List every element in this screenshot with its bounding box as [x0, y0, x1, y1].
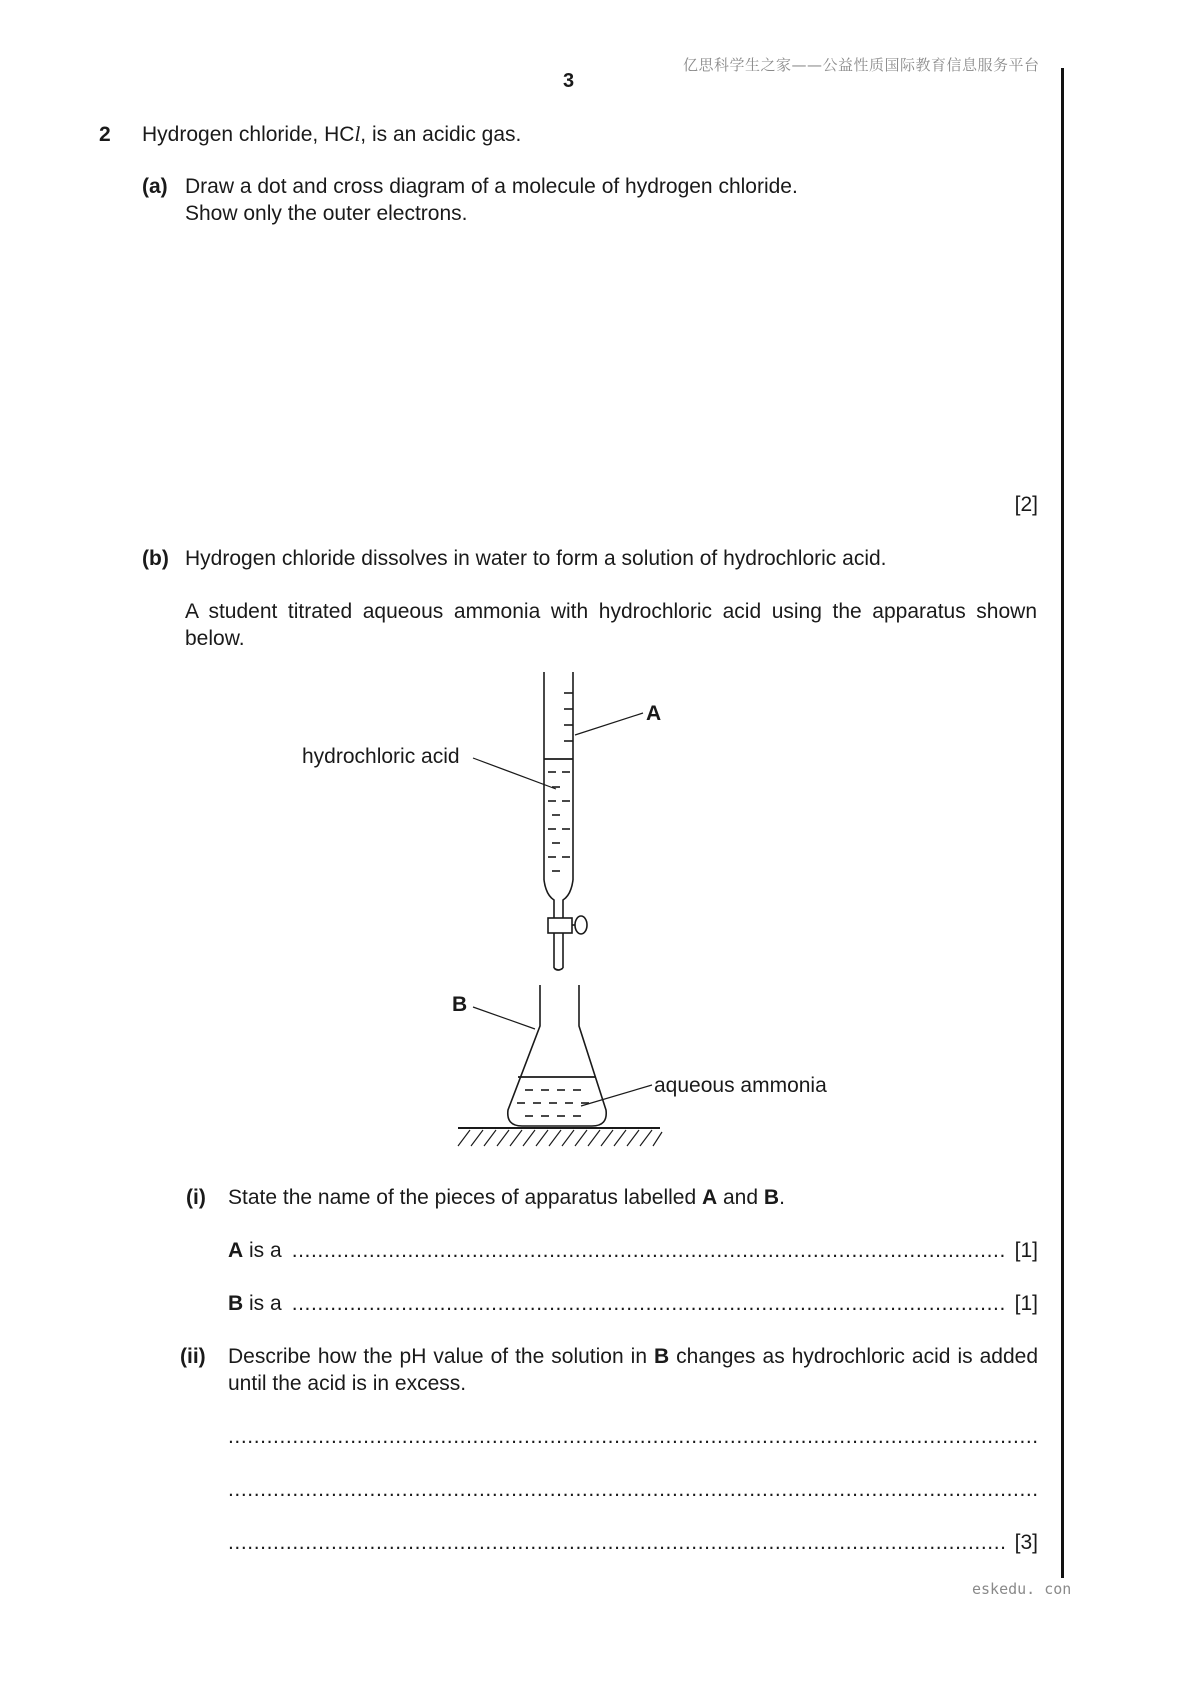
part-b-paragraph: A student titrated aqueous ammonia with hydrochloric acid using the apparatus shown below. — [185, 600, 1037, 650]
stopcock-handle — [575, 916, 587, 934]
question-stem — [142, 121, 521, 148]
label-A: A — [646, 702, 662, 725]
part-a-marks: [2] — [1014, 493, 1038, 516]
stem-pre: Hydrogen chloride, HC — [142, 123, 355, 146]
bii-text-post: changes as hydrochloric acid is added until the acid is in excess. — [228, 1345, 1038, 1395]
bi-bold-B: B — [763, 1186, 780, 1209]
part-a-line2: Show only the outer electrons. — [185, 202, 468, 225]
label-hydrochloric-acid: hydrochloric acid — [302, 745, 460, 768]
leader-ammonia — [581, 1085, 652, 1106]
bi-text-post: . — [779, 1186, 785, 1209]
leader-B — [473, 1007, 535, 1029]
part-bii-label: (ii) — [180, 1345, 206, 1368]
leader-A — [575, 713, 643, 735]
footer-site: eskedu. con — [972, 1580, 1072, 1598]
row-B-text: is a — [243, 1292, 282, 1315]
label-aqueous-ammonia: aqueous ammonia — [654, 1074, 827, 1097]
label-B: B — [452, 993, 468, 1016]
answer-line-A[interactable] — [292, 1237, 1005, 1264]
answer-row-A — [228, 1237, 1038, 1264]
part-bi-text — [228, 1184, 785, 1211]
row-A-text: is a — [243, 1239, 282, 1262]
part-bii-marks: [3] — [1014, 1531, 1038, 1554]
question-number: 2 — [99, 123, 111, 146]
answer-line-ii-3[interactable] — [228, 1529, 1005, 1556]
part-b-intro: Hydrogen chloride dissolves in water to form a solution of hydrochloric acid. — [185, 547, 887, 570]
drawing-area[interactable] — [185, 230, 1035, 470]
part-b-label: (b) — [142, 547, 169, 570]
row-B-marks: [1] — [1014, 1292, 1038, 1315]
part-a-label: (a) — [142, 175, 168, 198]
answer-line-ii-1[interactable] — [228, 1423, 1038, 1450]
part-bii-text — [228, 1343, 1038, 1397]
stem-italic: l — [354, 122, 361, 146]
page-number: 3 — [563, 70, 575, 92]
bii-text-pre: Describe how the pH value of the solution in — [228, 1345, 654, 1368]
row-A-bold: A — [228, 1239, 244, 1262]
part-bi-label: (i) — [186, 1186, 206, 1209]
conical-flask — [508, 985, 606, 1126]
row-A-marks: [1] — [1014, 1239, 1038, 1262]
row-B-prefix — [228, 1290, 282, 1317]
row-A-prefix — [228, 1237, 282, 1264]
stem-post: , is an acidic gas. — [360, 123, 522, 146]
titration-diagram — [280, 660, 880, 1150]
bi-text-mid: and — [717, 1186, 764, 1209]
bench-hatching — [458, 1130, 662, 1146]
watermark-header: 亿思科学生之家——公益性质国际教育信息服务平台 — [683, 56, 1040, 74]
burette-taper-right — [563, 880, 573, 918]
bi-bold-A: A — [702, 1186, 718, 1209]
answer-line-B[interactable] — [292, 1290, 1005, 1317]
margin-rule — [1061, 68, 1064, 1578]
answer-row-B — [228, 1290, 1038, 1317]
burette-taper-left — [544, 880, 554, 918]
stopcock-body — [548, 918, 572, 933]
part-a-line1: Draw a dot and cross diagram of a molecule of hydrogen chloride. — [185, 175, 798, 198]
bii-bold-B: B — [654, 1345, 670, 1368]
answer-line-ii-2[interactable] — [228, 1476, 1038, 1503]
answer-row-ii-3 — [228, 1529, 1038, 1556]
row-B-bold: B — [228, 1292, 244, 1315]
bi-text-pre: State the name of the pieces of apparatus labelled — [228, 1186, 702, 1209]
